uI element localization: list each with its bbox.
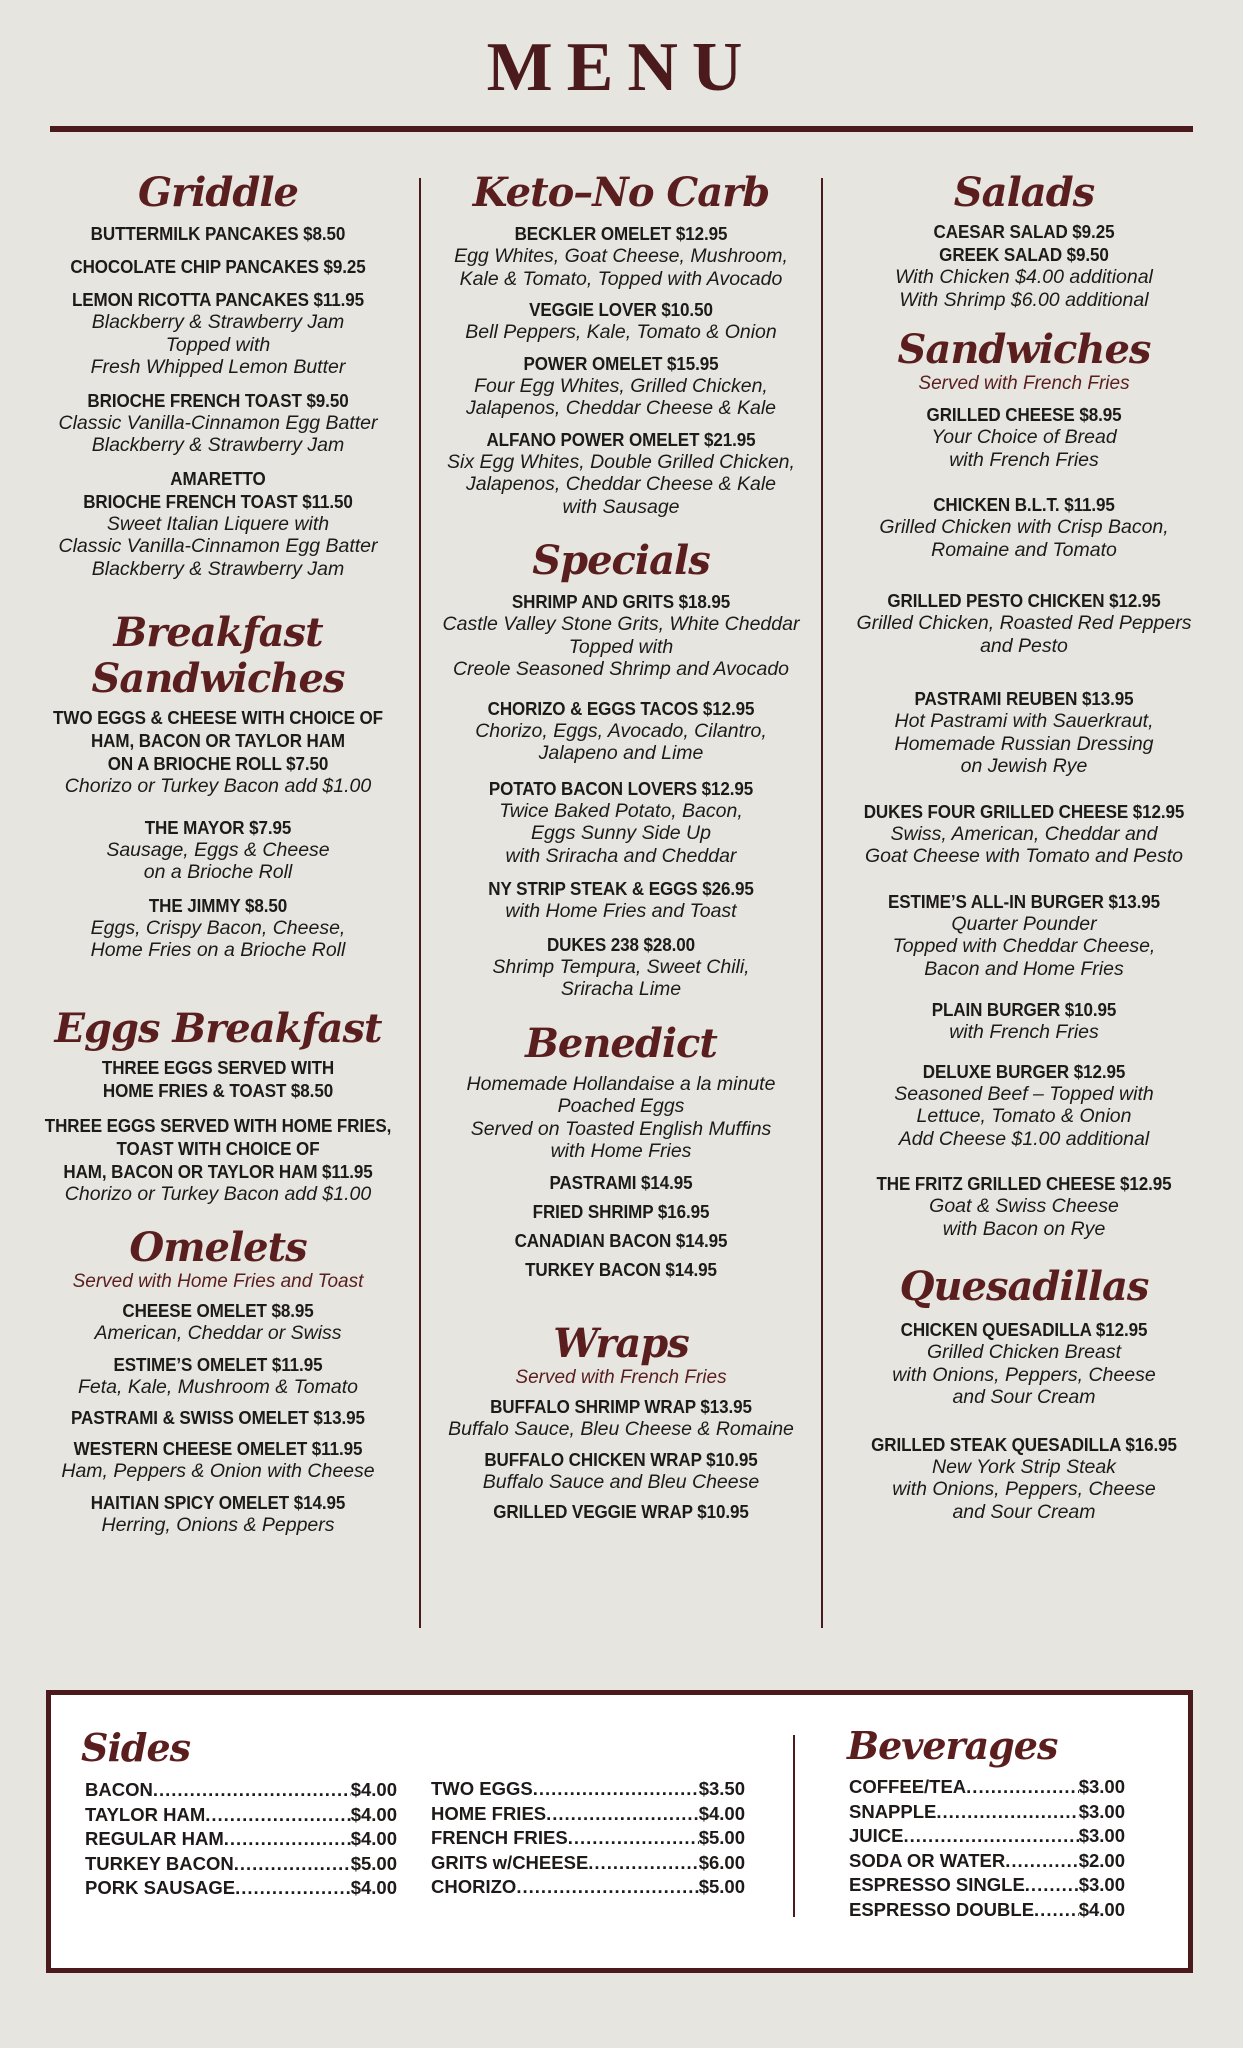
menu-item [20,255,416,278]
dot-leader [533,1777,699,1802]
dot-leader [235,1876,351,1901]
item-name: THREE EGGS SERVED WITH HOME FRIES & TOAST $8.50 [101,1056,335,1101]
item-description: with Bacon on Rye [942,1217,1106,1240]
menu-item [826,890,1222,981]
menu-item [20,467,416,581]
item-description: Castle Valley Stone Grits, White Cheddar [442,613,800,635]
item-name: POWER OMELET $15.95 [523,352,719,374]
dot-leader [936,1800,1078,1825]
price-item-price: $4.00 [350,1828,397,1849]
item-description: Quarter Pounder [951,912,1097,935]
price-item-name: JUICE [849,1825,904,1846]
menu-item [20,288,416,379]
dot-leader [516,1875,698,1900]
price-item-name: HOME FRIES [431,1802,547,1824]
menu-item [826,800,1222,868]
column-divider-left [419,178,421,1628]
item-description: Seasoned Beef – Topped with [894,1082,1154,1105]
item-description: and Pesto [980,634,1068,657]
price-item-price: $4.00 [350,1779,397,1800]
price-item-price: $5.00 [698,1876,745,1897]
section-subtitle: Served with Home Fries and Toast [72,1271,364,1292]
price-item-price: $4.00 [350,1877,397,1898]
item-description: Grilled Chicken Breast [927,1341,1121,1363]
item-name: TWO EGGS & CHEESE WITH CHOICE OF HAM, BACON OR TAYLOR HAM ON A BRIOCHE ROLL $7.50 [53,707,383,774]
menu-item [424,697,818,765]
menu-item [20,894,416,962]
item-name: CHOCOLATE CHIP PANCAKES $9.25 [70,256,366,277]
item-description: With Shrimp $6.00 additional [899,288,1149,311]
price-item-name: COFFEE/TEA [849,1776,967,1797]
item-description: Add Cheese $1.00 additional [898,1127,1150,1150]
menu-column-left [20,170,416,1536]
price-item-name: ESPRESSO DOUBLE [849,1898,1035,1920]
menu-section [424,1021,818,1281]
item-name: CAESAR SALAD $9.25 GREEK SALAD $9.50 [933,221,1115,265]
item-description: Shrimp Tempura, Sweet Chili, [492,955,750,978]
item-description: Blackberry & Strawberry Jam [91,557,345,580]
section-title: Quesadillas [899,1263,1149,1310]
sides-title: Sides [81,1725,191,1770]
item-description: Romaine and Tomato [931,538,1117,561]
item-description: Grilled Chicken with Crisp Bacon, [879,516,1169,538]
item-description: Buffalo Sauce, Bleu Cheese & Romaine [448,1417,794,1440]
item-description: Sausage, Eggs & Cheese [106,838,330,861]
section-title: Breakfast Sandwiches [91,609,345,702]
price-item-price: $4.00 [1078,1898,1125,1920]
menu-item [826,589,1222,657]
item-description: with Home Fries and Toast [505,900,737,922]
menu-item [20,1491,416,1537]
price-row [849,1824,1125,1849]
dot-leader [568,1826,699,1851]
item-description: Jalapenos, Cheddar Cheese & Kale [465,397,777,419]
item-name: WESTERN CHEESE OMELET $11.95 [73,1438,363,1459]
item-description: Feta, Kale, Mushroom & Tomato [78,1375,358,1398]
price-row [849,1800,1125,1825]
price-item-name: REGULAR HAM [85,1828,224,1849]
item-description: Creole Seasoned Shrimp and Avocado [452,658,790,680]
menu-item [826,1172,1222,1240]
item-name: THE JIMMY $8.50 [148,894,288,916]
menu-item [424,298,818,344]
dot-leader [224,1827,351,1852]
price-row [431,1851,745,1876]
menu-item [20,222,416,245]
item-description: Swiss, American, Cheddar and [890,822,1158,845]
dot-leader [966,1775,1079,1800]
section-title: Omelets [129,1224,307,1271]
item-description: Hot Pastrami with Sauerkraut, [894,710,1154,732]
item-description: Grilled Chicken, Roasted Red Peppers [856,612,1192,634]
menu-section [20,1006,416,1206]
price-item-price: $4.00 [698,1802,745,1824]
menu-item [20,1406,416,1429]
price-row [85,1876,397,1901]
price-item-price: $3.50 [698,1778,745,1799]
item-description: with Sriracha and Cheddar [505,844,737,867]
item-description: with Onions, Peppers, Cheese [892,1363,1156,1386]
section-intro-line: with Home Fries [550,1140,692,1162]
dot-leader [588,1851,698,1876]
item-description: Jalapenos, Cheddar Cheese & Kale [465,473,777,495]
section-subtitle: Served with French Fries [918,373,1130,394]
menu-item [826,1433,1222,1524]
item-name: CHEESE OMELET $8.95 [122,1300,314,1321]
menu-item [826,687,1222,778]
dot-leader [1005,1849,1078,1874]
section-intro [424,1073,818,1163]
section-subtitle: Served with French Fries [515,1366,727,1388]
dot-leader [546,1802,699,1827]
menu-section [20,1225,416,1536]
item-name: DUKES FOUR GRILLED CHEESE $12.95 [863,800,1185,822]
section-title: Salads [953,169,1095,216]
item-name: CHORIZO & EGGS TACOS $12.95 [487,697,755,719]
section-title: Wraps [553,1319,689,1367]
price-row [849,1849,1125,1874]
sides-list-1 [85,1778,397,1901]
item-description: Chorizo, Eggs, Avocado, Cilantro, [475,719,767,742]
menu-item [20,1299,416,1345]
item-name: CHICKEN B.L.T. $11.95 [933,494,1115,515]
menu-item [424,1258,818,1281]
item-description: with French Fries [949,1021,1099,1043]
menu-item [826,220,1222,311]
item-description: Kale & Tomato, Topped with Avocado [459,267,783,290]
item-description: Blackberry & Strawberry Jam [91,434,345,456]
item-description: Buffalo Sauce and Bleu Cheese [482,1471,760,1493]
title-divider [50,126,1193,132]
item-name: GRILLED CHEESE $8.95 [926,404,1122,425]
item-name: PASTRAMI REUBEN $13.95 [914,688,1134,709]
menu-item [424,1500,818,1523]
menu-column-right [826,170,1222,1523]
item-description: with Onions, Peppers, Cheese [892,1478,1156,1500]
item-description: Egg Whites, Goat Cheese, Mushroom, [454,245,788,267]
menu-item [424,933,818,1001]
item-name: DUKES 238 $28.00 [546,933,696,955]
price-item-name: BACON [85,1779,153,1800]
price-row [849,1898,1125,1923]
price-row [85,1827,397,1852]
price-row [85,1852,397,1877]
item-name: PASTRAMI & SWISS OMELET $13.95 [71,1407,365,1428]
column-divider-right [821,178,823,1628]
menu-item [826,1318,1222,1409]
item-name: NY STRIP STEAK & EGGS $26.95 [488,878,754,899]
box-divider [793,1735,795,1917]
menu-section [826,327,1222,1240]
item-name: LEMON RICOTTA PANCAKES $11.95 [71,289,365,310]
item-description: on a Brioche Roll [143,861,293,883]
item-name: PASTRAMI $14.95 [549,1171,693,1193]
menu-item [424,590,818,681]
item-name: ESTIME’S ALL-IN BURGER $13.95 [888,890,1160,912]
menu-item [424,1448,818,1494]
price-item-price: $3.00 [1078,1825,1125,1846]
menu-item [826,403,1222,471]
menu-item [424,1171,818,1194]
price-row [849,1775,1125,1800]
item-description: Chorizo or Turkey Bacon add $1.00 [64,775,372,797]
menu-section [424,538,818,1001]
menu-item [424,777,818,868]
item-description: Topped with Cheddar Cheese, [892,935,1156,957]
menu-item [826,1060,1222,1151]
price-item-price: $5.00 [350,1852,397,1874]
item-description: Classic Vanilla-Cinnamon Egg Batter [58,411,378,434]
item-name: THE MAYOR $7.95 [144,816,292,838]
item-name: AMARETTO BRIOCHE FRENCH TOAST $11.50 [83,467,353,512]
beverages-title: Beverages [847,1723,1058,1768]
item-description: Eggs, Crispy Bacon, Cheese, [90,916,346,939]
item-description: Chorizo or Turkey Bacon add $1.00 [64,1182,372,1205]
menu-section [424,170,818,518]
dot-leader [904,1824,1079,1849]
item-name: BECKLER OMELET $12.95 [514,223,728,244]
item-name: THE FRITZ GRILLED CHEESE $12.95 [876,1173,1172,1194]
dot-leader [153,1778,351,1803]
menu-section [20,610,416,962]
item-name: ALFANO POWER OMELET $21.95 [486,428,756,450]
item-description: With Chicken $4.00 additional [895,266,1153,288]
price-item-name: SODA OR WATER [849,1849,1006,1871]
item-description: American, Cheddar or Swiss [94,1322,342,1344]
menu-item [424,1395,818,1441]
item-description: New York Strip Steak [932,1455,1116,1478]
price-item-price: $2.00 [1078,1849,1125,1871]
item-description: Bacon and Home Fries [924,957,1124,980]
item-name: DELUXE BURGER $12.95 [922,1060,1126,1082]
menu-item [20,1114,416,1206]
item-description: Blackberry & Strawberry Jam [91,311,345,333]
item-name: GRILLED STEAK QUESADILLA $16.95 [871,1433,1177,1455]
item-name: BUTTERMILK PANCAKES $8.50 [90,223,346,244]
section-title: Sandwiches [897,326,1151,373]
menu-item [20,1056,416,1102]
menu-item [424,222,818,290]
item-description: Goat Cheese with Tomato and Pesto [865,845,1183,867]
price-row [431,1777,745,1802]
menu-section [826,1264,1222,1523]
price-row [431,1875,745,1900]
item-name: FRIED SHRIMP $16.95 [532,1200,710,1222]
dot-leader [205,1803,350,1828]
item-description: Homemade Russian Dressing [894,732,1154,755]
item-description: Herring, Onions & Peppers [101,1513,335,1536]
price-item-name: FRENCH FRIES [431,1827,568,1848]
item-description: with French Fries [949,448,1099,471]
price-item-price: $4.00 [350,1803,397,1825]
price-item-name: TAYLOR HAM [85,1803,206,1825]
item-name: TURKEY BACON $14.95 [525,1258,717,1280]
item-description: Goat & Swiss Cheese [929,1195,1119,1217]
menu-section [20,170,416,580]
item-description: Lettuce, Tomato & Onion [916,1105,1132,1127]
price-item-name: ESPRESSO SINGLE [849,1874,1025,1895]
sides-list-2 [431,1777,745,1900]
price-row [85,1778,397,1803]
item-description: Four Egg Whites, Grilled Chicken, [474,374,768,397]
item-name: GRILLED VEGGIE WRAP $10.95 [493,1500,749,1522]
menu-item [826,493,1222,561]
menu-item [20,389,416,457]
price-row [431,1802,745,1827]
price-item-price: $3.00 [1078,1776,1125,1797]
item-name: GRILLED PESTO CHICKEN $12.95 [887,590,1161,611]
item-description: Twice Baked Potato, Bacon, [499,799,743,822]
price-item-name: GRITS w/CHEESE [431,1851,589,1873]
item-description: Your Choice of Bread [931,426,1117,448]
menu-section [826,170,1222,311]
item-name: SHRIMP AND GRITS $18.95 [511,591,731,612]
item-name: HAITIAN SPICY OMELET $14.95 [90,1491,346,1513]
price-item-name: SNAPPLE [849,1800,937,1822]
item-description: Jalapeno and Lime [538,742,704,764]
item-description: Classic Vanilla-Cinnamon Egg Batter [58,535,378,557]
price-row [85,1803,397,1828]
price-item-name: TWO EGGS [431,1778,533,1799]
item-name: CHICKEN QUESADILLA $12.95 [900,1319,1148,1340]
section-title: Griddle [137,169,298,216]
item-description: and Sour Cream [952,1500,1096,1523]
item-name: VEGGIE LOVER $10.50 [529,299,713,320]
dot-leader [1034,1898,1079,1923]
menu-item [424,1200,818,1223]
item-description: on Jewish Rye [960,755,1088,777]
menu-item [826,998,1222,1044]
price-item-price: $3.00 [1078,1874,1125,1895]
price-item-name: PORK SAUSAGE [85,1877,236,1898]
menu-item [20,706,416,798]
price-item-name: TURKEY BACON [85,1852,234,1874]
item-description: Eggs Sunny Side Up [531,822,711,844]
price-item-name: CHORIZO [431,1876,517,1897]
menu-column-middle [424,170,818,1523]
item-description: Bell Peppers, Kale, Tomato & Onion [465,321,777,343]
menu-item [20,816,416,884]
item-description: Fresh Whipped Lemon Butter [90,356,346,378]
menu-item [424,1229,818,1252]
menu-item [20,1353,416,1399]
sides-beverages-box [46,1690,1193,1973]
menu-section [424,1321,818,1523]
item-description: Topped with [568,635,674,658]
item-description: Sriracha Lime [560,978,682,1000]
price-item-price: $3.00 [1078,1800,1125,1822]
menu-item [424,352,818,420]
item-name: BUFFALO SHRIMP WRAP $13.95 [490,1395,752,1417]
dot-leader [1025,1873,1079,1898]
item-name: ESTIME’S OMELET $11.95 [113,1353,323,1375]
price-row [849,1873,1125,1898]
section-title: Specials [532,537,710,584]
section-title: Keto–No Carb [472,169,770,216]
item-description: Ham, Peppers & Onion with Cheese [61,1460,375,1482]
item-name: THREE EGGS SERVED WITH HOME FRIES, TOAST WITH CHOICE OF HAM, BACON OR TAYLOR HAM $11.95 [44,1114,392,1182]
price-row [431,1826,745,1851]
dot-leader [234,1852,351,1877]
menu-title: MENU [486,29,757,106]
section-title: Eggs Breakfast [54,1004,382,1052]
item-description: and Sour Cream [952,1386,1096,1408]
item-description: Home Fries on a Brioche Roll [90,939,346,961]
item-description: Topped with [165,333,271,356]
section-intro-line: Homemade Hollandaise a la minute [466,1072,776,1095]
item-name: PLAIN BURGER $10.95 [931,999,1117,1020]
item-name: CANADIAN BACON $14.95 [514,1229,728,1251]
section-intro-line: Poached Eggs [557,1095,685,1117]
price-item-price: $5.00 [698,1827,745,1848]
menu-item [424,877,818,923]
item-name: POTATO BACON LOVERS $12.95 [488,777,754,799]
item-name: BRIOCHE FRENCH TOAST $9.50 [87,389,349,411]
item-name: BUFFALO CHICKEN WRAP $10.95 [484,1449,758,1470]
section-intro-line: Served on Toasted English Muffins [470,1117,772,1140]
beverages-list [849,1775,1125,1922]
price-item-price: $6.00 [698,1851,745,1873]
item-description: with Sausage [562,495,680,518]
menu-item [20,1437,416,1483]
section-title: Benedict [525,1019,717,1067]
menu-item [424,428,818,519]
item-description: Sweet Italian Liquere with [106,512,330,535]
item-description: Six Egg Whites, Double Grilled Chicken, [447,450,795,473]
